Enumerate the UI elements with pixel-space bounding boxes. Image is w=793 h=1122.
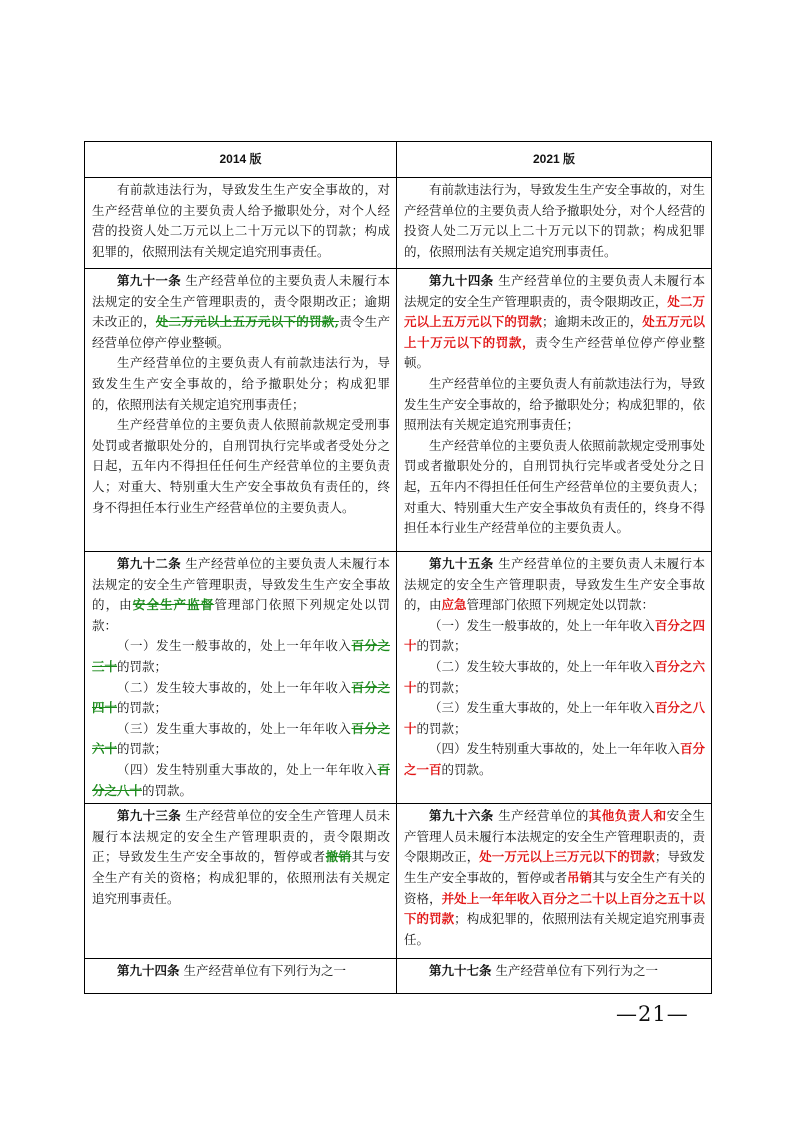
deleted-text: 百分之八十 (92, 761, 390, 798)
deleted-text: 安全生产监督 (132, 597, 215, 613)
added-text: 百分之一百 (404, 741, 705, 777)
added-text: 应急 (441, 597, 467, 613)
added-text: 百分之六十 (404, 658, 705, 695)
text: 生产经营单位的主要负责人未履行本法规定的安全生产管理职责，导致发生生产安全事故的，由 (404, 556, 705, 613)
added-text: 百分之八十 (404, 700, 705, 736)
deleted-text: 处二万元以上五万元以下的罚款, (155, 314, 339, 330)
header-row (85, 142, 712, 178)
text: （三）发生重大事故的，处上一年年收入 (117, 720, 352, 736)
article-number: 第九十四条 (117, 963, 180, 979)
paragraph: 生产经营单位的主要负责人依照前款规定受刑事处罚或者撤职处分的，自刑罚执行完毕或者受处分之日起，五年内不得担任任何生产经营单位的主要负责人；对重大、特别重大生产安全事故负有责任的，终身不得担任本行业生产经营单位的主要负责人。 (92, 417, 390, 515)
list-item (404, 616, 705, 657)
added-text: 处一万元以上三万元以下的罚款 (479, 849, 655, 865)
text: 的罚款； (117, 741, 168, 757)
paragraph: 生产经营单位的主要负责人有前款违法行为，导致发生生产安全事故的，给予撤职处分；构成犯罪的，依照刑法有关规定追究刑事责任； (92, 355, 390, 412)
list-item (404, 698, 705, 739)
text: 管理部门依照下列规定处以罚款： (466, 597, 655, 613)
text: 其与安全生产有关的资格；构成犯罪的，依照刑法有关规定追究刑事责任。 (92, 849, 390, 906)
cell-2021 (397, 552, 712, 804)
added-text: 处五万元以上十万元以下的罚款， (404, 314, 705, 350)
article-number: 第九十一条 (117, 273, 182, 288)
article-number: 第九十五条 (429, 556, 494, 571)
cell-2021 (397, 269, 712, 552)
table-row (85, 959, 712, 994)
added-text: 并处上一年年收入百分之二十以上百分之五十以下的罚款 (404, 890, 705, 927)
paragraph (92, 271, 390, 353)
paragraph (92, 554, 390, 636)
header-2014: 2014 版 (85, 142, 397, 178)
cell-2014 (85, 804, 397, 959)
paragraph: 有前款违法行为，导致发生生产安全事故的，对生产经营单位的主要负责人给予撤职处分，对个人经营的投资人处二万元以上二十万元以下的罚款；构成犯罪的，依照刑法有关规定追究刑事责任。 (404, 182, 705, 259)
text: （二）发生较大事故的，处上一年年收入 (429, 658, 655, 674)
text: 生产经营单位有下列行为之一 (179, 963, 346, 979)
text: ；导致发生生产安全事故的，暂停或者 (404, 849, 705, 885)
paragraph (404, 806, 705, 950)
text: 的罚款； (416, 638, 467, 654)
added-text: 其他负责人和 (588, 808, 667, 824)
paragraph: 有前款违法行为，导致发生生产安全事故的，对生产经营单位的主要负责人给予撤职处分，对个人经营的投资人处二万元以上二十万元以下的罚款；构成犯罪的，依照刑法有关规定追究刑事责任。 (92, 182, 390, 259)
text: （一）发生一般事故的，处上一年年收入 (429, 617, 655, 633)
cell-2014 (85, 959, 397, 994)
text: （三）发生重大事故的，处上一年年收入 (429, 700, 655, 716)
text: 生产经营单位有下列行为之一 (491, 963, 658, 979)
paragraph: 生产经营单位的主要负责人依照前款规定受刑事处罚或者撤职处分的，自刑罚执行完毕或者受处分之日起，五年内不得担任任何生产经营单位的主要负责人；对重大、特别重大生产安全事故负有责任的，终身不得担任本行业生产经营单位的主要负责人。 (404, 437, 705, 536)
text: 的罚款； (416, 720, 467, 736)
text: ；构成犯罪的，依照刑法有关规定追究刑事责任。 (404, 911, 705, 947)
paragraph (404, 961, 705, 982)
paragraph (404, 271, 705, 374)
table-row (85, 804, 712, 959)
text: 的罚款。 (441, 761, 492, 777)
text: 的罚款； (117, 658, 168, 674)
text: （一）发生一般事故的，处上一年年收入 (117, 638, 352, 654)
article-number: 第九十四条 (429, 273, 494, 288)
text: 生产经营单位的主要负责人未履行本法规定的安全生产管理职责的，责令限期改正， (404, 273, 705, 309)
article-number: 第九十六条 (429, 808, 494, 824)
header-2021: 2021 版 (397, 142, 712, 178)
paragraph (92, 961, 390, 982)
cell-2014 (85, 552, 397, 804)
text: 的罚款； (416, 679, 467, 695)
list-item (92, 678, 390, 719)
text: 生产经营单位的主要负责人未履行本法规定的安全生产管理职责的，责令限期改正；逾期未改正的， (92, 273, 390, 330)
deleted-text: 百分之四十 (92, 679, 390, 716)
comparison-table (84, 141, 712, 994)
list-item (92, 636, 390, 677)
article-number: 第九十二条 (117, 556, 182, 571)
cell-2014 (85, 269, 397, 552)
paragraph (92, 806, 390, 909)
paragraph: 生产经营单位的主要负责人有前款违法行为，导致发生生产安全事故的，给予撤职处分；构成犯罪的，依照刑法有关规定追究刑事责任； (404, 375, 705, 433)
text: 生产经营单位的 (493, 808, 589, 824)
text: （二）发生较大事故的，处上一年年收入 (117, 679, 352, 695)
added-text: 吊销 (567, 869, 593, 885)
deleted-text: 百分之三十 (92, 638, 390, 674)
table-row (85, 178, 712, 269)
article-number: 第九十三条 (117, 808, 182, 824)
text: （四）发生特别重大事故的，处上一年年收入 (117, 761, 378, 777)
added-text: 处二万元以上五万元以下的罚款 (404, 293, 705, 330)
text: 生产经营单位的安全生产管理人员未履行本法规定的安全生产管理职责的，责令限期改正；导致发生生产安全事故的，暂停或者 (92, 808, 390, 865)
deleted-text: 百分之六十 (92, 720, 390, 757)
article-number: 第九十七条 (429, 963, 492, 979)
cell-2021 (397, 178, 712, 269)
paragraph (404, 554, 705, 616)
list-item (404, 657, 705, 698)
cell-2021 (397, 959, 712, 994)
text: 的罚款。 (142, 782, 193, 798)
list-item (404, 739, 705, 780)
text: ；逾期未改正的， (541, 314, 643, 330)
cell-2014 (85, 178, 397, 269)
text: 安全生产管理人员未履行本法规定的安全生产管理职责的，责令限期改正， (404, 808, 705, 865)
text: 其与安全生产有关的资格， (404, 869, 705, 906)
list-item (92, 719, 390, 760)
table-row (85, 269, 712, 552)
text: 管理部门依照下列规定处以罚款： (92, 597, 390, 633)
page-number: —21— (616, 1002, 689, 1026)
text: 责令生产经营单位停产停业整顿。 (92, 314, 390, 350)
text: （四）发生特别重大事故的，处上一年年收入 (429, 741, 680, 757)
list-item (92, 760, 390, 801)
text: 生产经营单位的主要负责人未履行本法规定的安全生产管理职责，导致发生生产安全事故的，由 (92, 556, 390, 613)
added-text: 百分之四十 (404, 617, 705, 654)
cell-2021 (397, 804, 712, 959)
text: 的罚款； (117, 700, 168, 716)
text: 责令生产经营单位停产停业整顿。 (404, 334, 705, 371)
table-row (85, 552, 712, 804)
deleted-text: 撤销 (325, 849, 352, 865)
